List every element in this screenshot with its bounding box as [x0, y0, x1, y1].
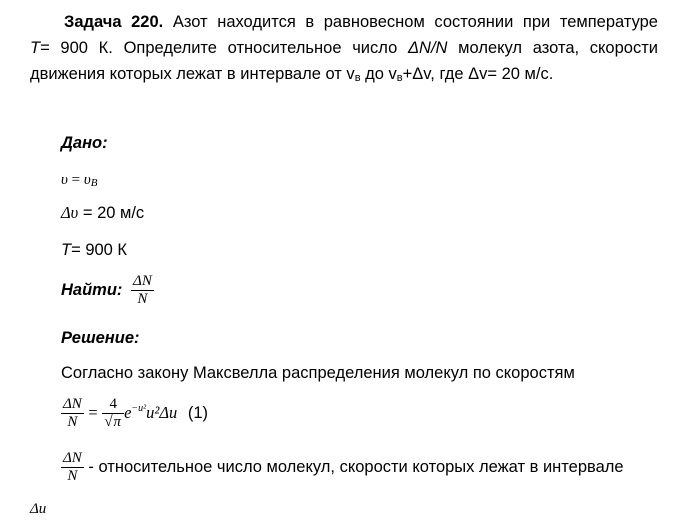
- given-eq-delta-v: Δυ = 20 м/с: [61, 203, 145, 222]
- equation-number: (1): [187, 403, 209, 422]
- formula-lhs-fraction: $\frac{\Delta N}{N}$: [63, 396, 82, 430]
- find-row: [61, 273, 154, 308]
- problem-statement: [30, 9, 658, 91]
- problem-line-2: T= 900 К. Определите относительное число ΔN/N молекул азота, скорости: [30, 39, 658, 57]
- definition-fraction: $\frac{\Delta N}{N}$: [63, 450, 82, 484]
- solution-intro: Согласно закону Максвелла распределения молекул по скоростям: [61, 364, 575, 382]
- formula-coefficient-fraction: $\frac{4}{√\pi}$: [102, 396, 124, 431]
- find-fraction: $\frac{\Delta N}{N}$: [133, 273, 152, 307]
- problem-line-3: движения которых лежат в интервале от vв до vв+Δv, где Δv= 20 м/с.: [30, 65, 554, 84]
- given-eq-temperature: T= 900 К: [61, 241, 128, 259]
- problem-label: Задача 220.: [64, 13, 164, 31]
- find-heading: Найти:: [61, 280, 123, 299]
- given-eq-velocity: υ = υB: [61, 172, 98, 189]
- maxwell-formula: $\frac{\Delta N}{N}$ = $\frac{4}{√\pi}$ $e^{-u^2}u^2\Delta u$ (1): [63, 396, 209, 430]
- definition-line: $\frac{\Delta N}{N}$ - относительное число молекул, скорости которых лежат в интервале: [63, 450, 624, 484]
- delta-u-symbol: Δu: [30, 501, 47, 517]
- solution-heading: Решение:: [61, 329, 140, 347]
- given-heading: Дано:: [61, 134, 108, 152]
- sqrt-symbol: √π: [104, 414, 122, 430]
- problem-line-1: Задача 220. Азот находится в равновесном состоянии при температуре: [64, 13, 658, 31]
